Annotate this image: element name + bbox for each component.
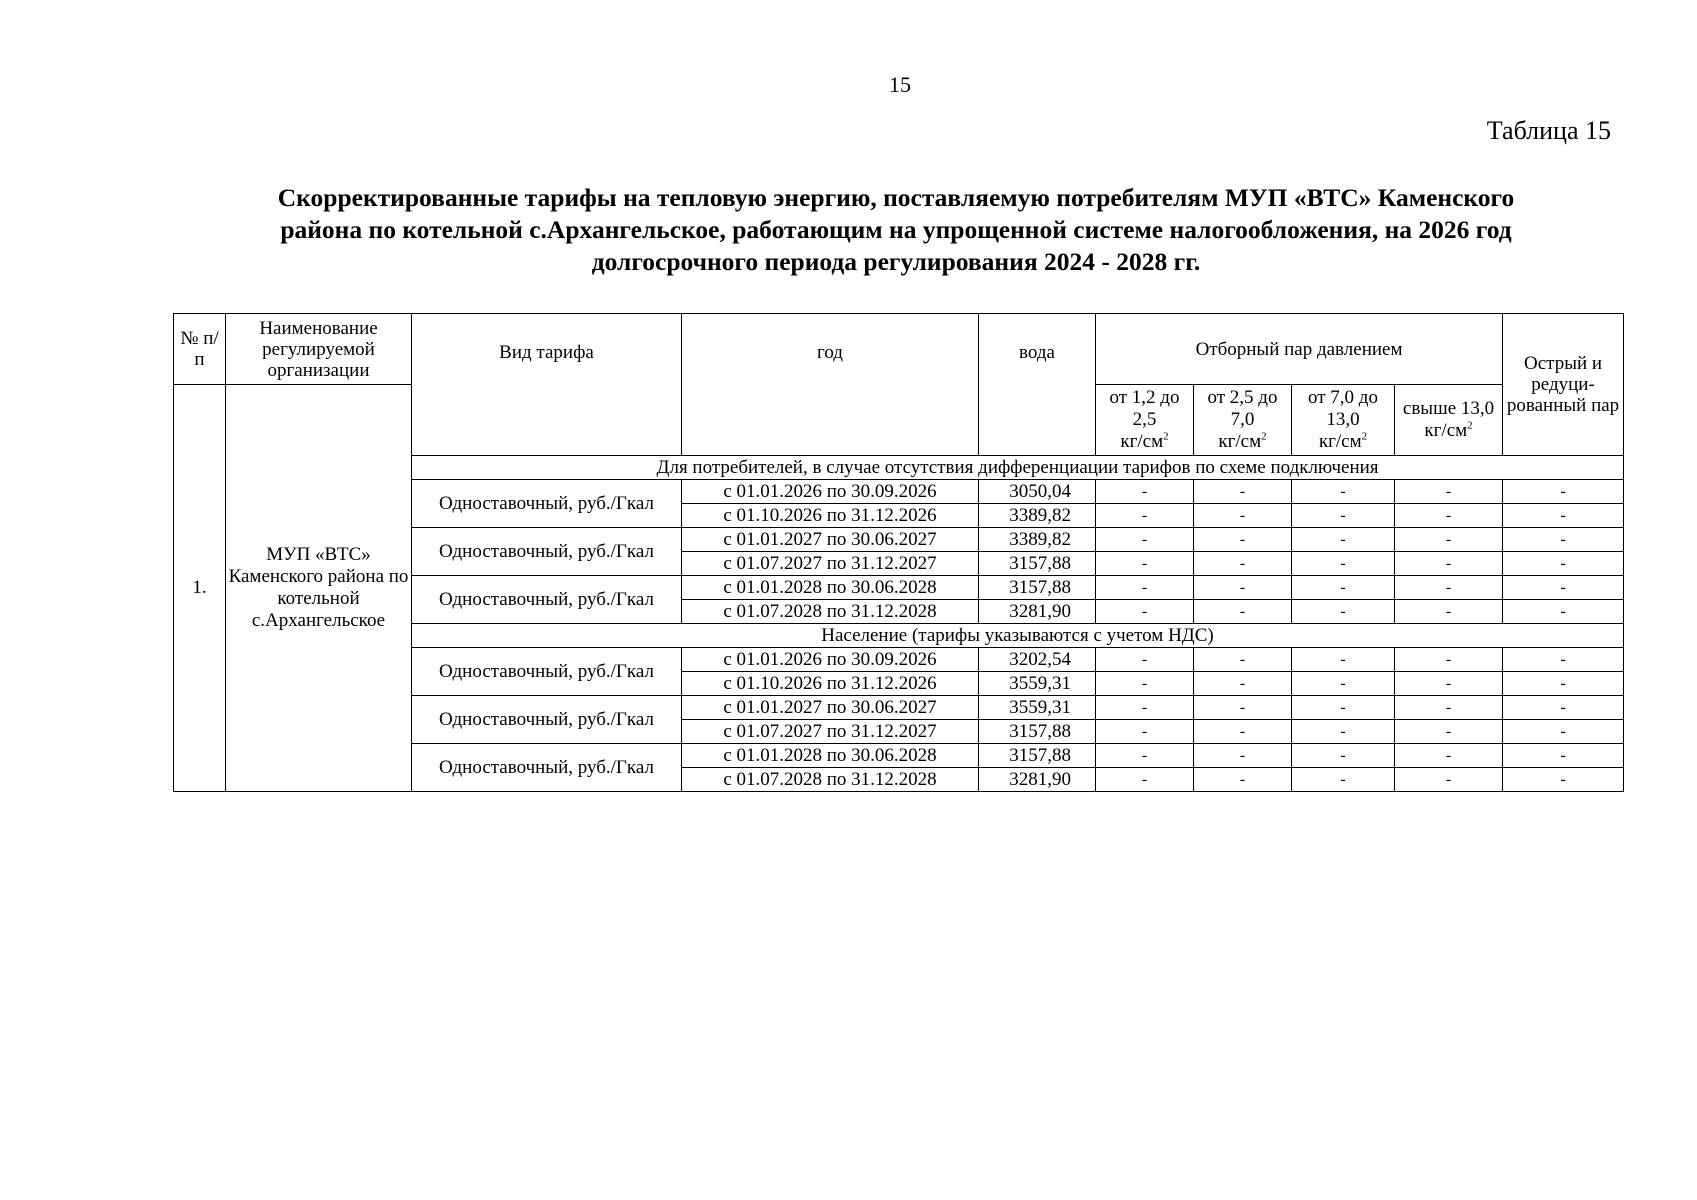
water-value-cell: 3202,54 [979,648,1096,672]
empty-value-cell: - [1503,576,1624,600]
empty-value-cell: - [1503,480,1624,504]
table-label: Таблица 15 [1486,116,1611,145]
header-steam-1 [1096,385,1194,456]
period-cell: с 01.01.2027 по 30.06.2027 [682,696,979,720]
empty-value-cell: - [1395,696,1503,720]
steam-range: от 7,0 до 13,0 [1308,387,1378,430]
tariff-type-cell: Одноставочный, руб./Гкал [412,648,682,696]
period-cell: с 01.10.2026 по 31.12.2026 [682,504,979,528]
empty-value-cell: - [1096,648,1194,672]
empty-value-cell: - [1096,552,1194,576]
tariff-type-cell: Одноставочный, руб./Гкал [412,576,682,624]
empty-value-cell: - [1096,720,1194,744]
empty-value-cell: - [1096,504,1194,528]
tariff-type-cell: Одноставочный, руб./Гкал [412,528,682,576]
water-value-cell: 3389,82 [979,504,1096,528]
empty-value-cell: - [1292,720,1395,744]
empty-value-cell: - [1292,480,1395,504]
water-value-cell: 3157,88 [979,720,1096,744]
unit-exponent: 2 [1163,430,1169,443]
water-value-cell: 3157,88 [979,552,1096,576]
empty-value-cell: - [1503,744,1624,768]
empty-value-cell: - [1096,528,1194,552]
unit-exponent: 2 [1467,419,1473,432]
water-value-cell: 3050,04 [979,480,1096,504]
empty-value-cell: - [1292,696,1395,720]
empty-value-cell: - [1194,672,1292,696]
empty-value-cell: - [1395,600,1503,624]
empty-value-cell: - [1096,600,1194,624]
header-sharp-steam: Острый и редуци-рованный пар [1503,314,1624,456]
header-steam-3 [1292,385,1395,456]
empty-value-cell: - [1194,576,1292,600]
empty-value-cell: - [1194,744,1292,768]
header-steam-4 [1395,385,1503,456]
steam-range: от 1,2 до 2,5 [1109,387,1180,430]
period-cell: с 01.01.2026 по 30.09.2026 [682,648,979,672]
period-cell: с 01.10.2026 по 31.12.2026 [682,672,979,696]
tariff-type-cell: Одноставочный, руб./Гкал [412,744,682,792]
period-cell: с 01.01.2027 по 30.06.2027 [682,528,979,552]
empty-value-cell: - [1096,480,1194,504]
period-cell: с 01.01.2028 по 30.06.2028 [682,576,979,600]
empty-value-cell: - [1395,744,1503,768]
water-value-cell: 3157,88 [979,576,1096,600]
empty-value-cell: - [1503,720,1624,744]
empty-value-cell: - [1194,480,1292,504]
empty-value-cell: - [1292,672,1395,696]
tariff-type-cell: Одноставочный, руб./Гкал [412,696,682,744]
section-title: Для потребителей, в случае отсутствия дифференциации тарифов по схеме подключения [412,456,1624,480]
empty-value-cell: - [1503,768,1624,792]
empty-value-cell: - [1194,768,1292,792]
empty-value-cell: - [1503,648,1624,672]
period-cell: с 01.07.2028 по 31.12.2028 [682,768,979,792]
empty-value-cell: - [1395,504,1503,528]
empty-value-cell: - [1194,552,1292,576]
section-title: Население (тарифы указываются с учетом НДС) [412,624,1624,648]
unit: кг/см [1120,431,1164,452]
empty-value-cell: - [1194,648,1292,672]
empty-value-cell: - [1395,672,1503,696]
title-line-3: долгосрочного периода регулирования 2024 - 2028 гг. [591,247,1201,276]
empty-value-cell: - [1395,480,1503,504]
empty-value-cell: - [1503,696,1624,720]
unit: кг/см [1218,431,1262,452]
unit: кг/см [1424,420,1468,441]
water-value-cell: 3559,31 [979,672,1096,696]
period-cell: с 01.07.2028 по 31.12.2028 [682,600,979,624]
empty-value-cell: - [1292,648,1395,672]
water-value-cell: 3559,31 [979,696,1096,720]
empty-value-cell: - [1395,552,1503,576]
empty-value-cell: - [1096,576,1194,600]
document-title [196,182,1596,278]
tariff-table [173,313,1624,792]
water-value-cell: 3157,88 [979,744,1096,768]
empty-value-cell: - [1292,552,1395,576]
empty-value-cell: - [1096,744,1194,768]
header-steam-group: Отборный пар давлением [1096,314,1503,385]
header-water: вода [979,314,1096,456]
empty-value-cell: - [1395,528,1503,552]
header-year: год [682,314,979,456]
empty-value-cell: - [1503,600,1624,624]
empty-value-cell: - [1292,768,1395,792]
empty-value-cell: - [1194,720,1292,744]
tariff-type-cell: Одноставочный, руб./Гкал [412,480,682,528]
steam-range: свыше 13,0 [1402,398,1495,419]
header-row-1 [174,314,1624,385]
water-value-cell: 3389,82 [979,528,1096,552]
empty-value-cell: - [1292,600,1395,624]
empty-value-cell: - [1292,528,1395,552]
title-line-1: Скорректированные тарифы на тепловую энергию, поставляемую потребителям МУП «ВТС» Каменского [277,183,1515,212]
steam-range: от 2,5 до 7,0 [1207,387,1278,430]
empty-value-cell: - [1395,768,1503,792]
unit-exponent: 2 [1361,430,1368,443]
empty-value-cell: - [1292,576,1395,600]
empty-value-cell: - [1292,744,1395,768]
header-num: № п/п [174,314,226,385]
header-steam-2 [1194,385,1292,456]
empty-value-cell: - [1194,528,1292,552]
empty-value-cell: - [1292,504,1395,528]
empty-value-cell: - [1395,576,1503,600]
empty-value-cell: - [1503,672,1624,696]
empty-value-cell: - [1194,504,1292,528]
period-cell: с 01.07.2027 по 31.12.2027 [682,720,979,744]
empty-value-cell: - [1096,672,1194,696]
water-value-cell: 3281,90 [979,600,1096,624]
page-number: 15 [889,72,911,97]
unit-exponent: 2 [1261,430,1267,443]
period-cell: с 01.01.2028 по 30.06.2028 [682,744,979,768]
title-line-2: района по котельной с.Архангельское, работающим на упрощенной системе налогообложения, на 2026 год [280,215,1512,244]
organization-name: МУП «ВТС» Каменского района по котельной с.Архангельское [226,385,412,792]
empty-value-cell: - [1194,600,1292,624]
header-org: Наименование регулируемой организации [226,314,412,385]
period-cell: с 01.01.2026 по 30.09.2026 [682,480,979,504]
empty-value-cell: - [1096,696,1194,720]
empty-value-cell: - [1395,648,1503,672]
empty-value-cell: - [1503,528,1624,552]
header-tariff-type: Вид тарифа [412,314,682,456]
empty-value-cell: - [1096,768,1194,792]
row-number: 1. [174,385,226,792]
empty-value-cell: - [1503,504,1624,528]
empty-value-cell: - [1395,720,1503,744]
unit: кг/см [1318,431,1362,452]
period-cell: с 01.07.2027 по 31.12.2027 [682,552,979,576]
empty-value-cell: - [1503,552,1624,576]
water-value-cell: 3281,90 [979,768,1096,792]
empty-value-cell: - [1194,696,1292,720]
